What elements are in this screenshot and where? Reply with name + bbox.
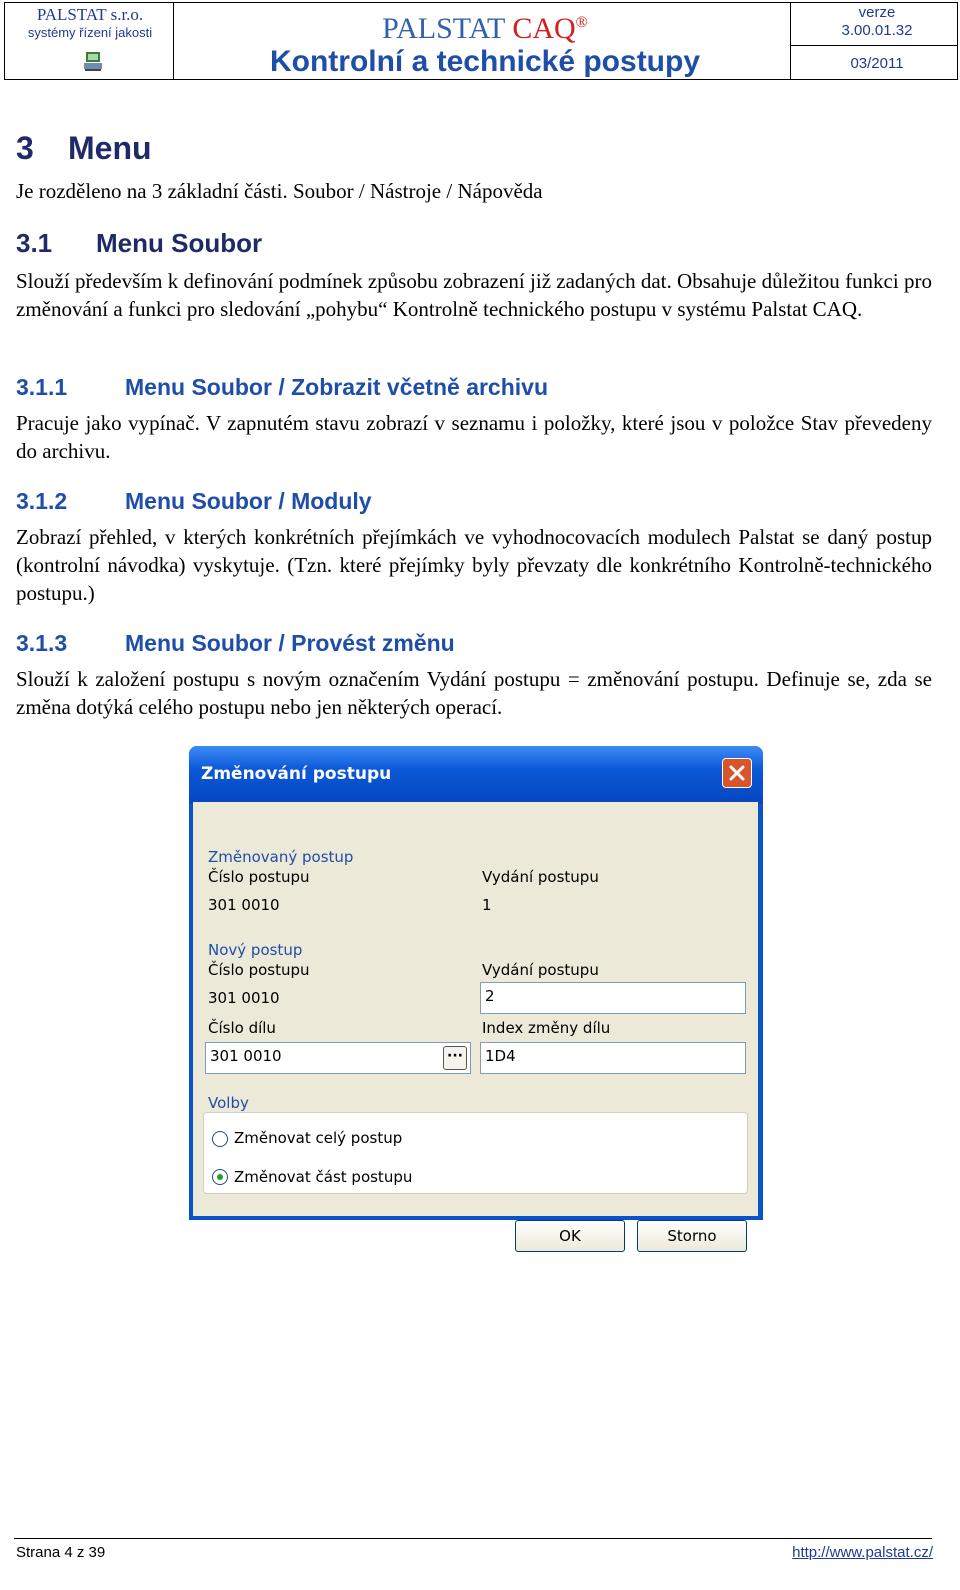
ok-button[interactable]: OK bbox=[515, 1220, 625, 1252]
dialog-body bbox=[193, 802, 758, 1245]
paragraph: Zobrazí přehled, v kterých konkrétních přejímkách ve vyhodnocovacích modulech Palstat se daný postup (kontrolní návodka) vyskytuje. (Tzn. které přejímky byly převzaty dle konkrétního Kontrolně-technického postupu.) bbox=[16, 525, 932, 605]
part-change-index-label: Index změny dílu bbox=[482, 1019, 611, 1037]
dialog-screenshot bbox=[189, 746, 763, 1245]
paragraph: Slouží především k definování podmínek způsobu zobrazení již zadaných dat. Obsahuje důležitou funkci pro změnování a funkci pro sledování „pohybu“ Kontrolně technického postupu v systému Palstat CAQ. bbox=[16, 269, 932, 321]
part-number-label: Číslo dílu bbox=[208, 1019, 276, 1037]
options-group-label: Volby bbox=[208, 1094, 249, 1112]
document-title: Kontrolní a technické postupy bbox=[269, 45, 701, 78]
palstat-logo-icon bbox=[83, 50, 103, 72]
document-date: 03/2011 bbox=[850, 55, 904, 72]
options-group bbox=[203, 1112, 748, 1194]
cancel-button[interactable]: Storno bbox=[637, 1220, 747, 1252]
changed-procedure-group-label: Změnovaný postup bbox=[208, 848, 354, 866]
dialog-titlebar bbox=[189, 746, 763, 804]
option-whole-procedure-label[interactable]: Změnovat celý postup bbox=[234, 1129, 403, 1147]
footer-divider bbox=[14, 1538, 932, 1539]
subsubsection-heading: 3.1.2 Menu Soubor / Moduly bbox=[16, 488, 372, 514]
new-edition-label: Vydání postupu bbox=[482, 961, 599, 979]
version-label: verze bbox=[858, 4, 896, 21]
part-number-input[interactable]: 301 0010 bbox=[205, 1042, 471, 1074]
header-divider bbox=[790, 45, 957, 46]
page-number: Strana 4 z 39 bbox=[16, 1544, 106, 1561]
option-part-procedure-radio[interactable] bbox=[212, 1169, 228, 1185]
option-whole-procedure-radio[interactable] bbox=[212, 1131, 228, 1147]
procedure-edition-value: 1 bbox=[482, 896, 492, 914]
intro-paragraph: Je rozděleno na 3 základní části. Soubor / Nástroje / Nápověda bbox=[16, 179, 543, 203]
part-browse-button[interactable]: ··· bbox=[443, 1046, 467, 1070]
subsubsection-heading: 3.1.3 Menu Soubor / Provést změnu bbox=[16, 630, 455, 656]
subsection-heading: 3.1 Menu Soubor bbox=[16, 228, 263, 258]
dialog-title: Změnování postupu bbox=[201, 764, 392, 784]
close-button[interactable] bbox=[722, 758, 752, 788]
subsubsection-heading: 3.1.1 Menu Soubor / Zobrazit včetně archivu bbox=[16, 374, 549, 400]
new-procedure-group-label: Nový postup bbox=[208, 941, 303, 959]
new-procedure-number-label: Číslo postupu bbox=[208, 961, 310, 979]
paragraph: Slouží k založení postupu s novým označením Vydání postupu = změnování postupu. Definuje se, zda se změna dotýká celého postupu nebo jen některých operací. bbox=[16, 667, 932, 719]
company-name: PALSTAT s.r.o. bbox=[36, 5, 144, 24]
product-name: PALSTAT CAQ® bbox=[382, 12, 588, 45]
paragraph: Pracuje jako vypínač. V zapnutém stavu zobrazí v seznamu i položky, které jsou v položce Stav převedeny do archivu. bbox=[16, 411, 932, 463]
option-part-procedure-label[interactable]: Změnovat část postupu bbox=[234, 1168, 413, 1186]
dialog-window bbox=[189, 746, 763, 1245]
page-header bbox=[4, 2, 958, 80]
company-tagline: systémy řízení jakosti bbox=[27, 25, 153, 40]
procedure-edition-label: Vydání postupu bbox=[482, 868, 599, 886]
part-change-index-input[interactable]: 1D4 bbox=[480, 1042, 746, 1074]
new-edition-input[interactable]: 2 bbox=[480, 982, 746, 1014]
new-procedure-number-value: 301 0010 bbox=[208, 989, 280, 1007]
version-number: 3.00.01.32 bbox=[841, 22, 913, 39]
website-link[interactable]: http://www.palstat.cz/ bbox=[792, 1544, 933, 1561]
close-icon bbox=[728, 764, 746, 782]
procedure-number-label: Číslo postupu bbox=[208, 868, 310, 886]
section-heading: 3 Menu bbox=[16, 130, 152, 166]
procedure-number-value: 301 0010 bbox=[208, 896, 280, 914]
